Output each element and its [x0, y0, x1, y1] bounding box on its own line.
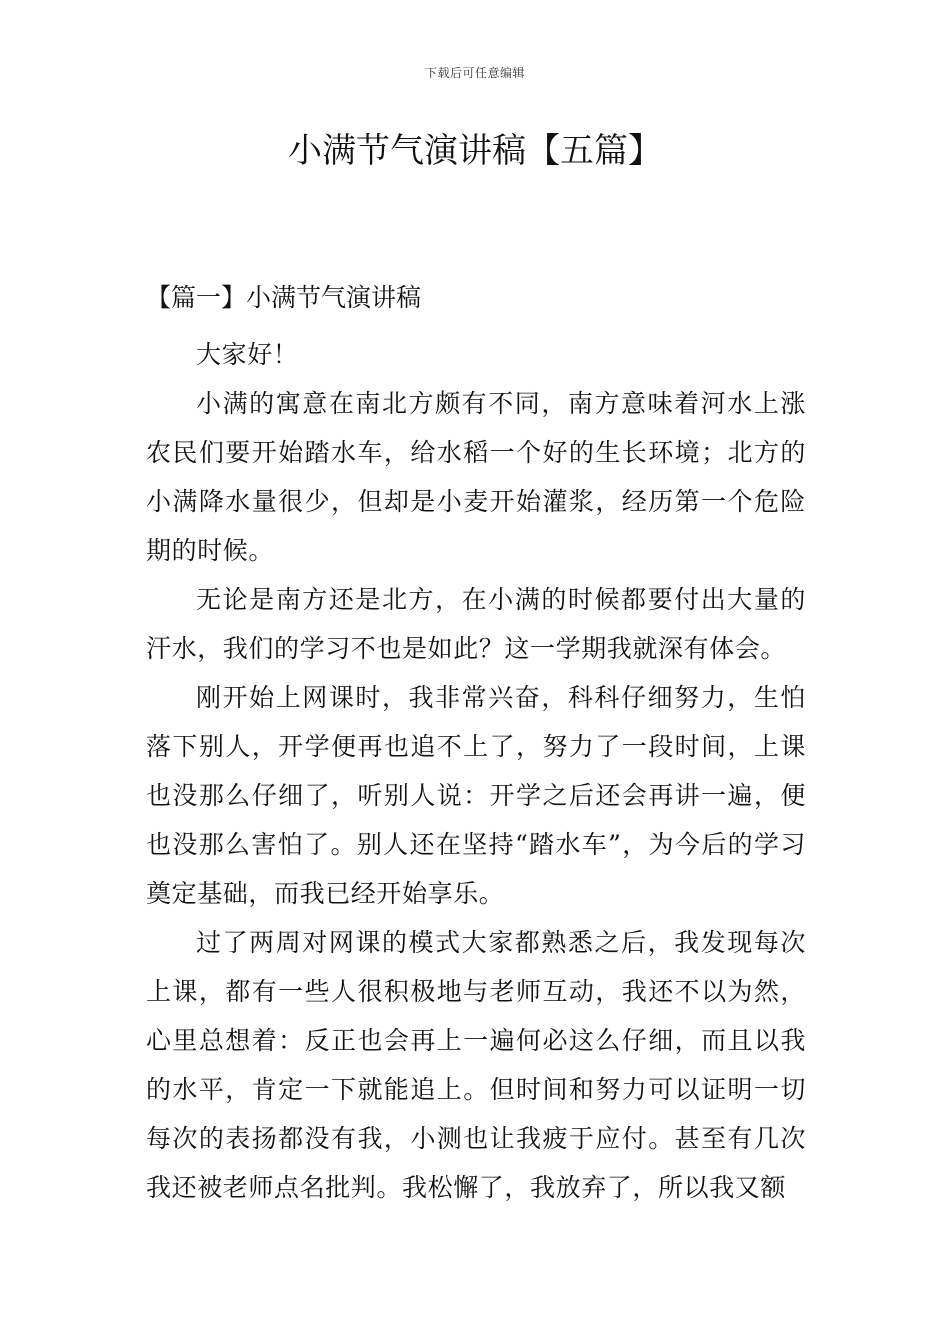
paragraph-greeting: 大家好！	[196, 340, 299, 369]
section-heading: 【篇一】小满节气演讲稿	[146, 283, 422, 312]
document-body	[146, 278, 806, 1212]
paragraph: 小满的寓意在南北方颇有不同，南方意味着河水上涨农民们要开始踏水车，给水稻一个好的生长环境；北方的小满降水量很少，但却是小麦开始灌浆，经历第一个危险期的时候。	[146, 389, 806, 565]
document-title: 小满节气演讲稿【五篇】	[288, 131, 662, 171]
paragraph: 过了两周对网课的模式大家都熟悉之后，我发现每次上课，都有一些人很积极地与老师互动，我还不以为然，心里总想着：反正也会再上一遍何必这么仔细，而且以我的水平，肯定一下就能追上。但时间和努力可以证明一切每次的表扬都没有我，小测也让我疲于应付。甚至有几次我还被老师点名批判。我松懈了，我放弃了，所以我又额	[146, 928, 806, 1202]
paragraph: 刚开始上网课时，我非常兴奋，科科仔细努力，生怕落下别人，开学便再也追不上了，努力了一段时间，上课也没那么仔细了，听别人说：开学之后还会再讲一遍，便也没那么害怕了。别人还在坚持“踏水车”，为今后的学习奠定基础，而我已经开始享乐。	[146, 683, 806, 908]
paragraph: 无论是南方还是北方，在小满的时候都要付出大量的汗水，我们的学习不也是如此？这一学期我就深有体会。	[146, 585, 806, 663]
header-note: 下载后可任意编辑	[424, 66, 525, 80]
